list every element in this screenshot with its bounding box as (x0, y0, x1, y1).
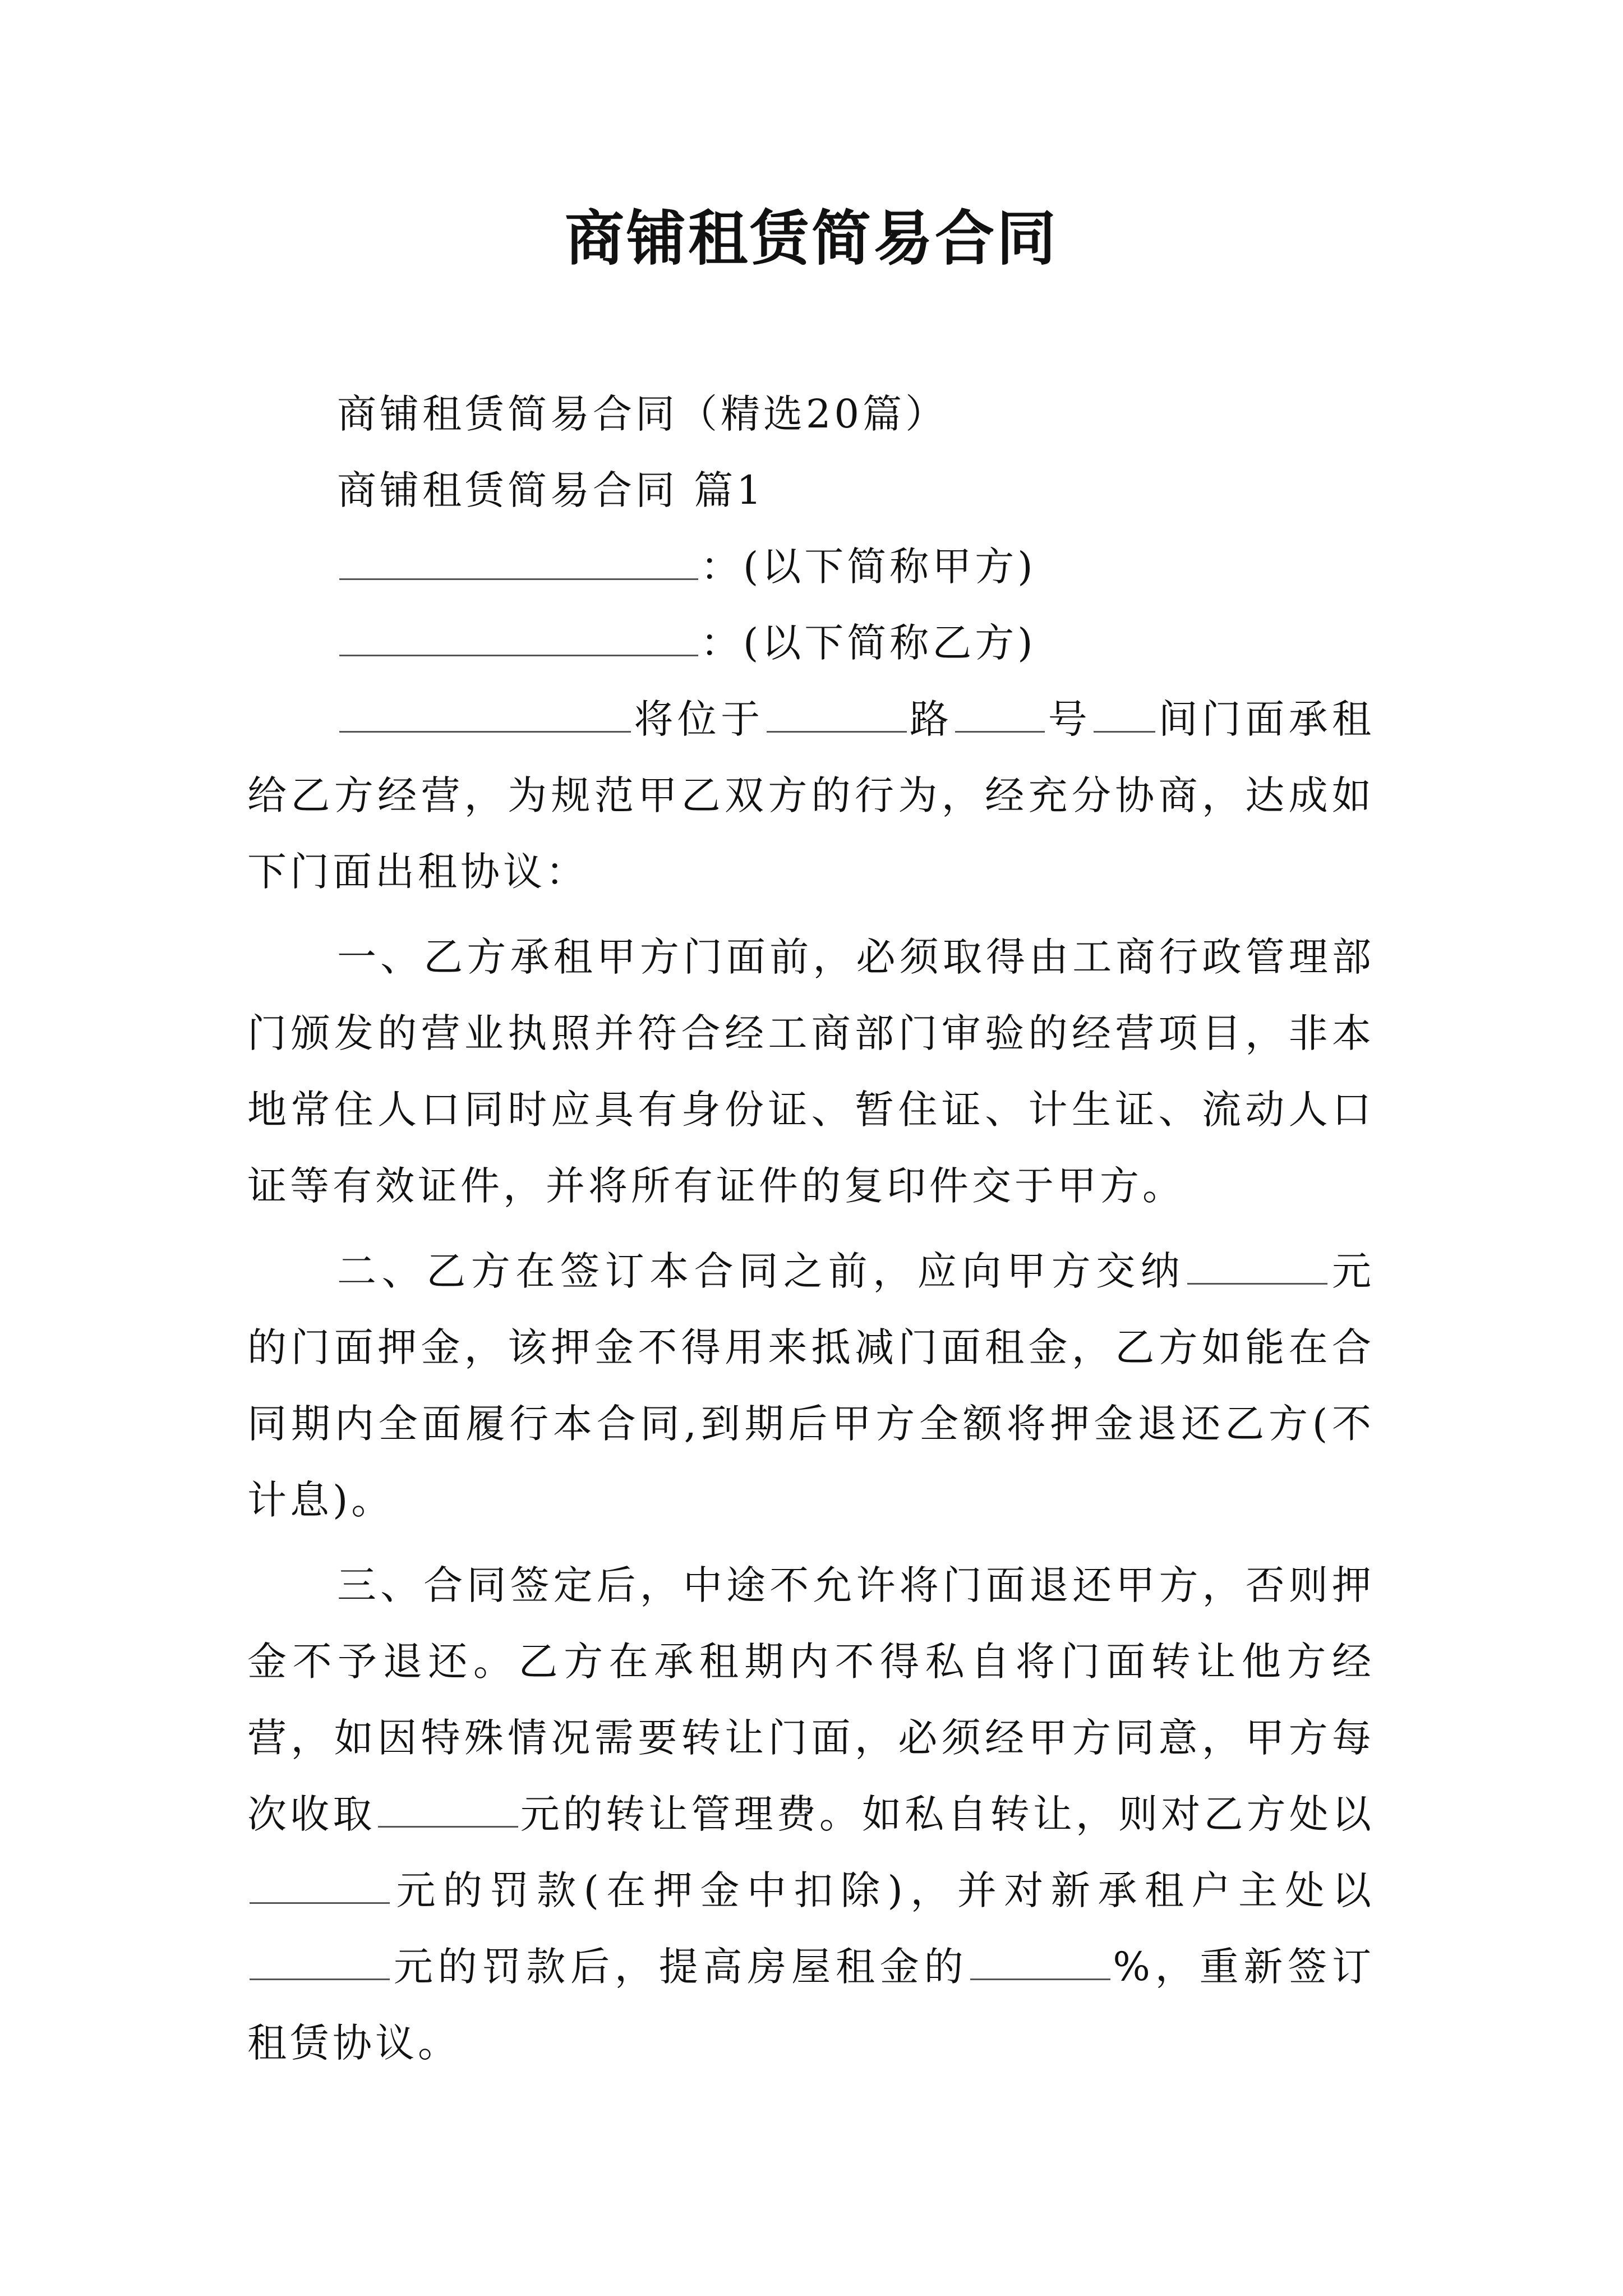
party-b-label: ：(以下简称乙方) (700, 620, 1036, 666)
clause-1: 一、乙方承租甲方门面前，必须取得由工商行政管理部门颁发的营业执照并符合经工商部门审验的经营项目，非本地常住人口同时应具有身份证、暂住证、计生证、流动人口证等有效证件，并将所有证件的复印件交于甲方。 (247, 934, 1375, 1209)
intro-seg4: 间门面承租 (1158, 696, 1375, 742)
party-b-line (247, 605, 1375, 681)
intro-seg2: 路 (909, 696, 953, 742)
clause-3-seg2: 元的转让管理费。如私自转让，则对乙方处以 (520, 1791, 1375, 1837)
intro-blank-number (955, 695, 1045, 733)
intro-blank-unit (1094, 695, 1155, 733)
clause-2-rest: 的门面押金，该押金不得用来抵减门面租金，乙方如能在合同期内全面履行本合同,到期后甲方全额将押金退还乙方(不计息)。 (247, 1324, 1375, 1523)
party-a-label: ：(以下简称甲方) (700, 544, 1036, 590)
clause-2-blank-deposit (1187, 1247, 1327, 1285)
clause-2-seg1: 二、乙方在签订本合同之前，应向甲方交纳 (337, 1248, 1186, 1294)
document-title: 商铺租赁简易合同 (565, 203, 1058, 273)
party-a-line (247, 528, 1375, 605)
clause-3-blank-rent-increase (970, 1943, 1110, 1980)
section-heading: 商铺租赁简易合同 篇1 (337, 467, 765, 513)
intro-paragraph (247, 681, 1375, 910)
clause-3 (247, 1547, 1375, 2081)
clause-2-seg2: 元 (1330, 1248, 1375, 1294)
clause-2 (247, 1233, 1375, 1538)
clause-3-seg1: 三、合同签定后，中途不允许将门面退还甲方，否则押金不予退还。乙方在承租期内不得私自将门面转让他方经营，如因特殊情况需要转让门面，必须经甲方同意，甲方每次收取 (247, 1562, 1375, 1837)
document-subtitle: 商铺租赁简易合同（精选20篇） (337, 391, 948, 437)
intro-seg1: 将位于 (633, 696, 764, 742)
intro-rest: 给乙方经营，为规范甲乙双方的行为，经充分协商，达成如下门面出租协议： (247, 772, 1375, 895)
clause-3-blank-fine-new-tenant (250, 1943, 390, 1980)
intro-blank-road (767, 695, 907, 733)
intro-seg3: 号 (1047, 696, 1092, 742)
party-a-blank (339, 542, 698, 580)
clause-3-seg3: 元的罚款(在押金中扣除)，并对新承租户主处以 (392, 1867, 1375, 1913)
clause-3-seg4: 元的罚款后，提高房屋租金的 (392, 1944, 969, 1990)
document-body (247, 376, 1375, 2081)
party-b-blank (339, 619, 698, 656)
clause-3-blank-fine-tenant (250, 1866, 390, 1904)
clause-3-blank-transfer-fee (378, 1790, 518, 1828)
intro-blank-lessor (339, 695, 631, 733)
clause-3-seg5: %，重新签订租赁协议。 (247, 1944, 1375, 2066)
